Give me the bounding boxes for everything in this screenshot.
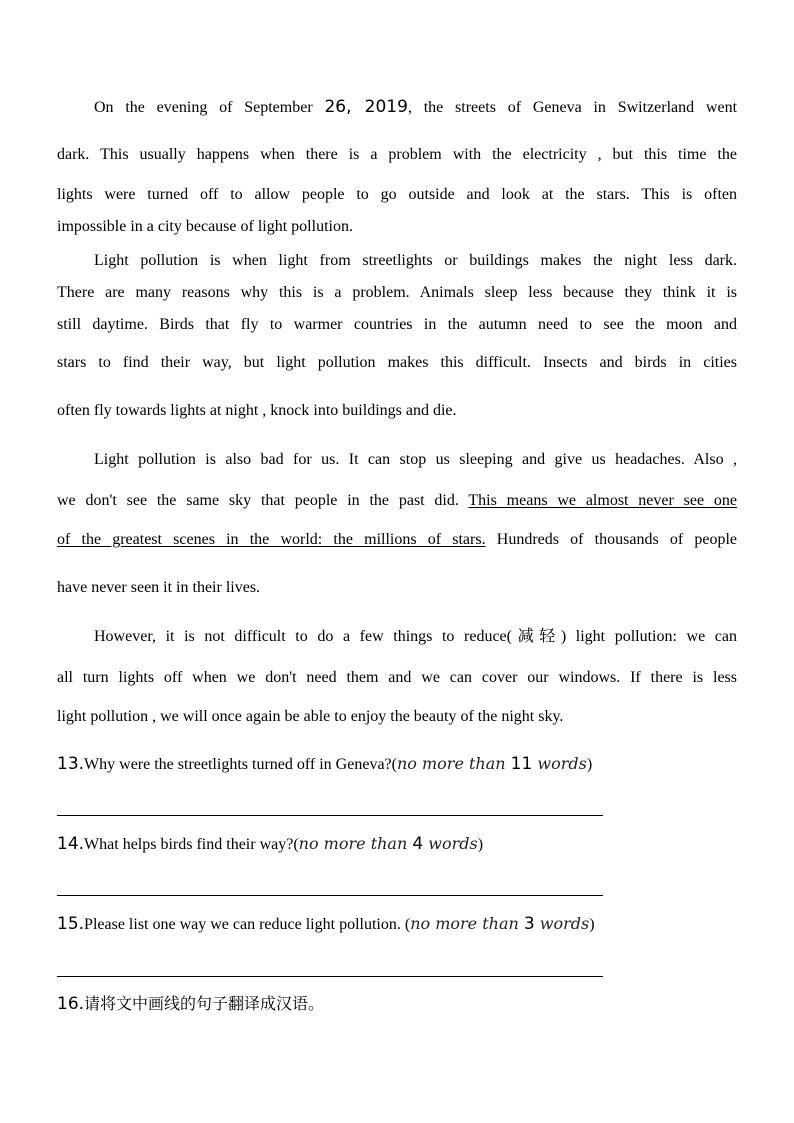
p3-l3b: Hundreds of thousands of people [485,531,738,548]
answer-line-14[interactable] [57,895,603,896]
p4-line-3: light pollution , we will once again be able to enjoy the beauty of the night sky. [57,708,564,725]
word-limit-unit: words [534,914,590,933]
question-14 [57,832,483,856]
closing-paren: ) [589,916,595,933]
p2-line-5: often fly towards lights at night , knock into buildings and die. [57,402,457,419]
question-text-chinese: 请将文中画线的句子翻译成汉语。 [84,994,325,1013]
word-limit-number: 4 [412,834,424,854]
chinese-gloss: 减轻 [512,626,561,645]
question-number: 13. [57,754,85,774]
word-limit-unit: words [532,754,587,773]
p1-line-4: impossible in a city because of light pollution. [57,218,353,235]
word-limit-number: 11 [510,754,533,774]
closing-paren: ) [586,756,593,773]
word-limit-hint: no more than [396,754,511,773]
p2-line-3: still daytime. Birds that fly to warmer countries in the autumn need to see the moon and [57,316,737,333]
p2-line-2: There are many reasons why this is a problem. Animals sleep less because they think it is [57,284,737,301]
p3-line-1: Light pollution is also bad for us. It can stop us sleeping and give us headaches. Also , [94,451,737,468]
answer-line-15[interactable] [57,976,603,977]
p2-line-1: Light pollution is when light from streetlights or buildings makes the night less dark. [94,252,737,269]
p1-line-3: lights were turned off to allow people to go outside and look at the stars. This is often [57,186,737,203]
closing-paren: ) [477,836,484,853]
p2-line-4: stars to find their way, but light pollution makes this difficult. Insects and birds in cities [57,354,737,371]
word-limit-unit: words [423,834,478,853]
underlined-sentence-part-1: This means we almost never see one [468,492,738,509]
question-text: Why were the streetlights turned off in Geneva?( [84,756,397,773]
p4-line-2: all turn lights off when we don't need them and we can cover our windows. If there is less [57,669,737,686]
question-number: 14. [57,834,85,854]
word-limit-hint: no more than [410,914,524,933]
word-limit-hint: no more than [298,834,413,853]
underlined-sentence-part-2: of the greatest scenes in the world: the millions of stars. [57,531,486,548]
question-text: What helps birds find their way?( [84,836,299,853]
question-number: 15. [57,914,85,934]
answer-line-13[interactable] [57,815,603,816]
p1-date-number: 26, 2019 [324,97,408,117]
p3-line-4: have never seen it in their lives. [57,579,261,596]
question-13 [57,752,592,776]
word-limit-number: 3 [523,914,535,934]
question-text: Please list one way we can reduce light pollution. ( [84,916,411,933]
p1-line-1 [94,96,737,118]
p4-line-1 [94,625,737,647]
question-15 [57,912,595,936]
p1-line-2: dark. This usually happens when there is a problem with the electricity , but this time the [57,146,737,163]
p1-l1a: On the evening of September [94,99,325,116]
p3-line-3 [57,529,737,551]
question-16 [57,992,324,1016]
p3-l2a: we don't see the same sky that people in the past did. [57,492,469,509]
question-number: 16. [57,994,85,1014]
p1-l1b: , the streets of Geneva in Switzerland went [407,99,738,116]
p3-line-2 [57,490,737,512]
p4-l1b: ) light pollution: we can [560,628,738,645]
p4-l1a: However, it is not difficult to do a few things to reduce( [94,628,512,645]
